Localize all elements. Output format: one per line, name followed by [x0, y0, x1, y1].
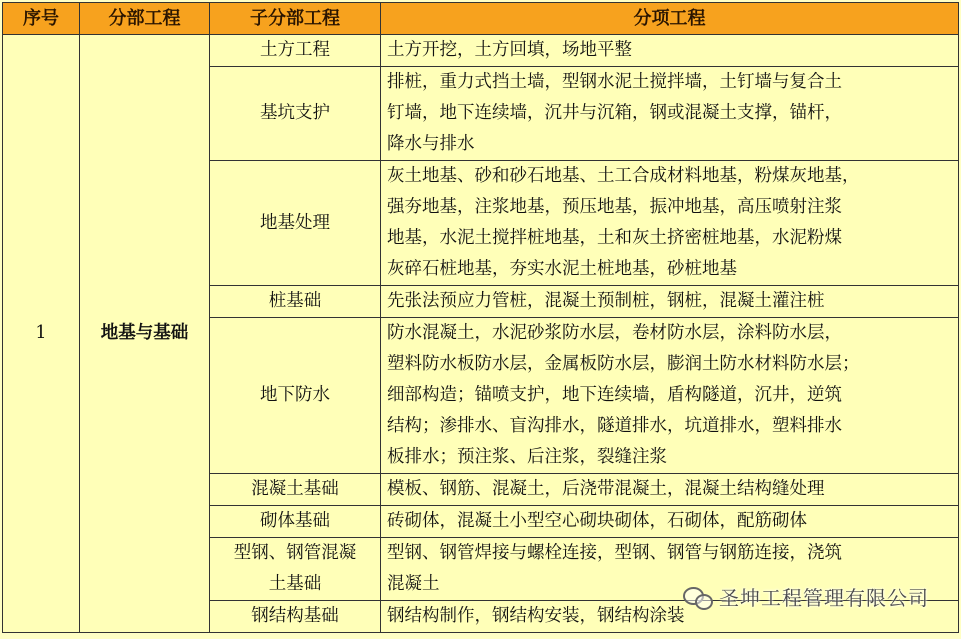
subdivision-name-line: 基坑支护: [260, 103, 330, 123]
items-line: 灰土地基、砂和砂石地基、土工合成材料地基，粉煤灰地基，: [387, 166, 860, 186]
watermark-text: 圣坤工程管理有限公司: [719, 586, 929, 610]
subdivision-name-line: 砌体基础: [260, 511, 330, 531]
items-line: 砖砌体，混凝土小型空心砌块砌体，石砌体，配筋砌体: [387, 511, 807, 531]
subdivision-name-line: 钢结构基础: [251, 606, 339, 626]
subdivision-name: [210, 35, 381, 67]
table-body: [3, 35, 959, 633]
items-line: 钢结构制作，钢结构安装，钢结构涂装: [387, 606, 685, 626]
row-number: 1: [3, 35, 80, 633]
items-line: 强夯地基，注浆地基，预压地基，振冲地基，高压喷射注浆: [387, 197, 842, 217]
subdivision-name-line: 型钢、钢管混凝: [233, 543, 357, 563]
items-line: 模板、钢筋、混凝土，后浇带混凝土，混凝土结构缝处理: [387, 479, 825, 499]
header-no: 序号: [3, 3, 80, 35]
header-division: 分部工程: [80, 3, 210, 35]
subdivision-name: [210, 161, 381, 286]
subdivision-name-line: 土方工程: [260, 40, 330, 60]
items-line: 细部构造；锚喷支护，地下连续墙，盾构隧道，沉井，逆筑: [387, 385, 842, 405]
items-line: 灰碎石桩地基，夯实水泥土桩地基，砂桩地基: [387, 259, 737, 279]
subdivision-name: [210, 318, 381, 474]
division-name: 地基与基础: [80, 35, 210, 633]
items-line: 板排水；预注浆、后注浆，裂缝注浆: [387, 447, 667, 467]
header-items: 分项工程: [381, 3, 959, 35]
items-cell: [381, 474, 959, 506]
work-breakdown-table: [2, 2, 959, 633]
subdivision-name-line: 桩基础: [268, 291, 322, 311]
subdivision-name: [210, 286, 381, 318]
items-cell: [381, 35, 959, 67]
header-row: [3, 3, 959, 35]
header-subdivision: 子分部工程: [210, 3, 381, 35]
subdivision-name: [210, 601, 381, 633]
subdivision-name-line: 土基础: [268, 574, 322, 594]
items-line: 混凝土: [387, 574, 440, 594]
items-line: 降水与排水: [387, 134, 475, 154]
subdivision-name: [210, 474, 381, 506]
items-line: 地基，水泥土搅拌桩地基，土和灰土挤密桩地基，水泥粉煤: [387, 228, 842, 248]
items-line: 结构；渗排水、盲沟排水，隧道排水，坑道排水，塑料排水: [387, 416, 842, 436]
wechat-icon: [683, 585, 713, 609]
items-cell: [381, 67, 959, 161]
watermark: [683, 582, 929, 611]
items-line: 先张法预应力管桩，混凝土预制桩，钢桩，混凝土灌注桩: [387, 291, 825, 311]
subdivision-name-line: 地下防水: [260, 385, 330, 405]
items-line: 排桩，重力式挡土墙，型钢水泥土搅拌墙，土钉墙与复合土: [387, 72, 842, 92]
subdivision-name: [210, 67, 381, 161]
subdivision-name-line: 混凝土基础: [251, 479, 339, 499]
subdivision-name-line: 地基处理: [260, 212, 330, 233]
subdivision-name: [210, 506, 381, 538]
items-line: 防水混凝土，水泥砂浆防水层，卷材防水层，涂料防水层，: [387, 323, 842, 343]
items-line: 塑料防水板防水层，金属板防水层，膨润土防水材料防水层；: [387, 354, 860, 374]
items-line: 钉墙，地下连续墙，沉井与沉箱，钢或混凝土支撑，锚杆，: [387, 103, 842, 123]
subdivision-name: [210, 538, 381, 601]
items-cell: [381, 318, 959, 474]
items-line: 土方开挖，土方回填，场地平整: [387, 40, 632, 60]
items-cell: [381, 161, 959, 286]
table-row: [3, 35, 959, 67]
items-cell: [381, 506, 959, 538]
items-cell: [381, 286, 959, 318]
items-line: 型钢、钢管焊接与螺栓连接，型钢、钢管与钢筋连接，浇筑: [387, 543, 842, 563]
